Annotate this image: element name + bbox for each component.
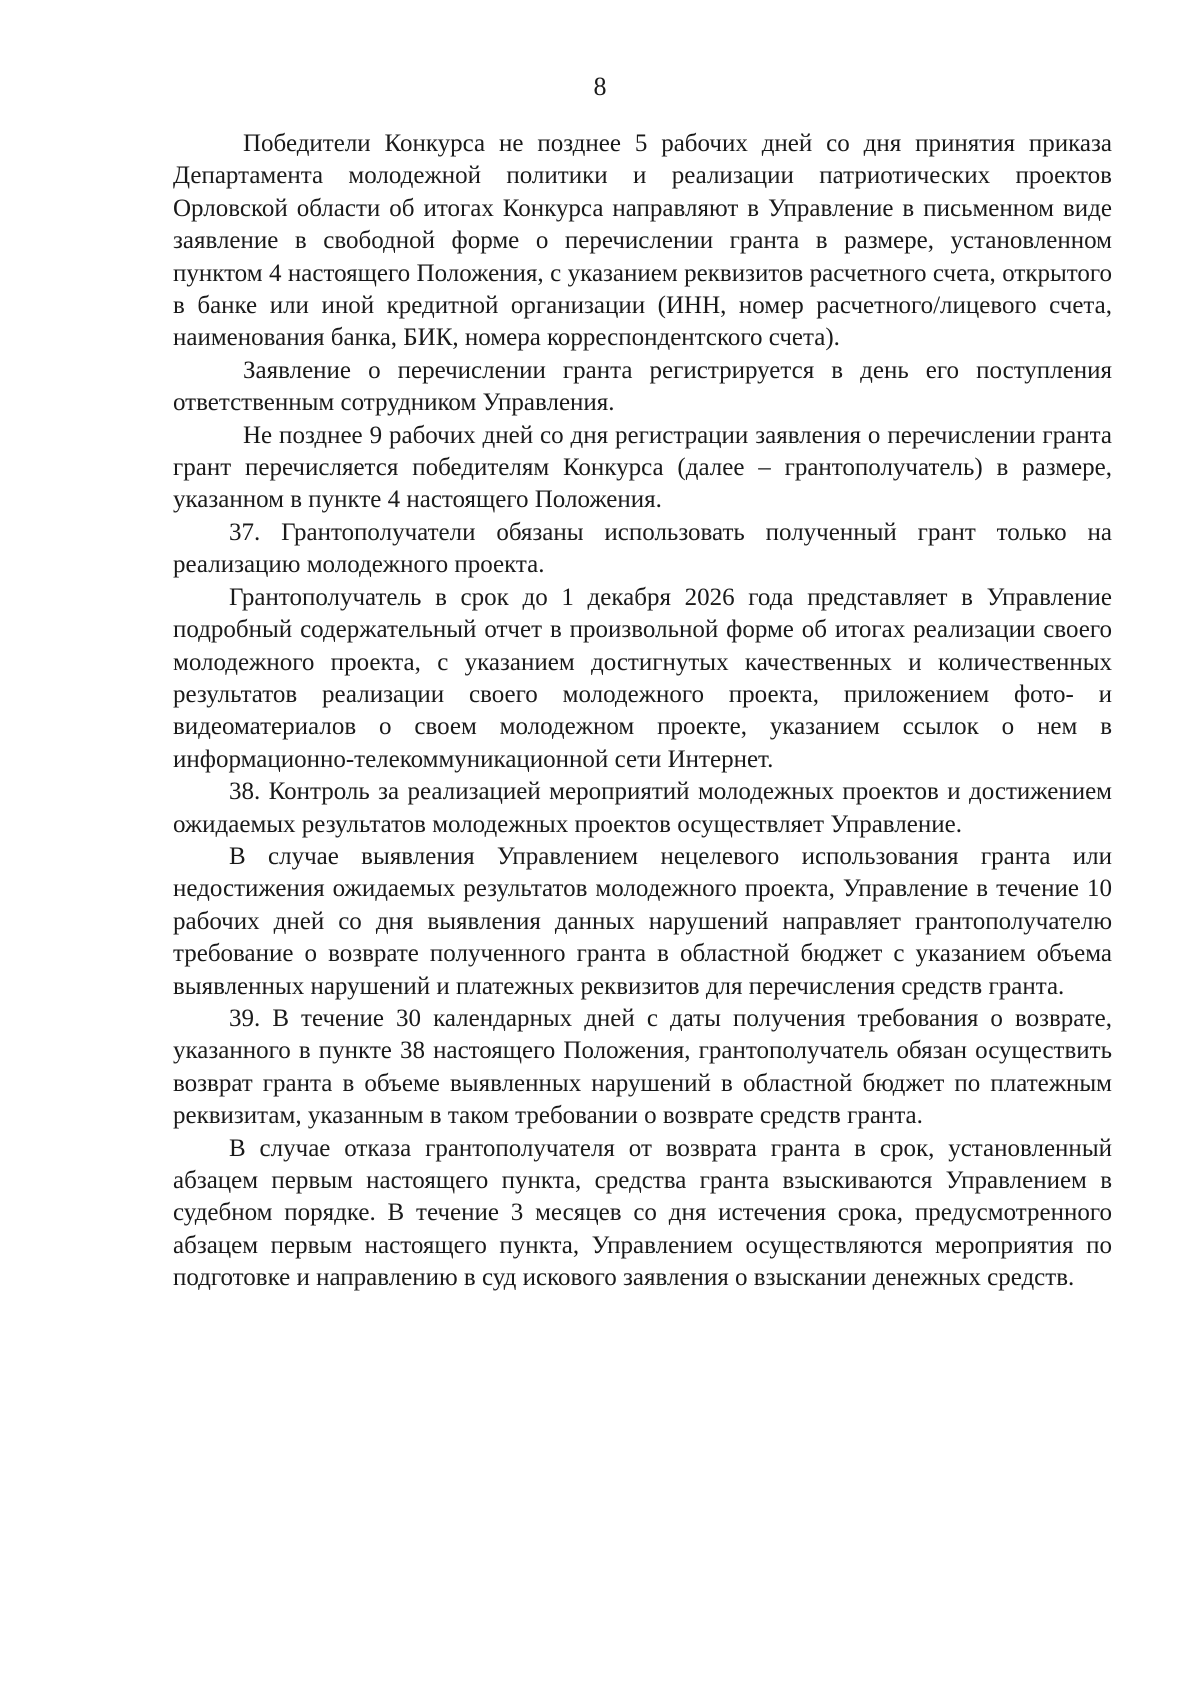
paragraph-report: Грантополучатель в срок до 1 декабря 2026 года представляет в Управление подробный содержательный отчет в произвольной форме об итогах реализации своего молодежного проекта, с указанием достигнутых качественных и количественных результатов реализации своего молодежного проекта, приложением фото- и видеоматериалов о своем молодежном проекте, указанием ссылок о нем в информационно-телекоммуникационной сети Интернет. [173, 583, 1112, 773]
paragraph-application-registration: Заявление о перечислении гранта регистрируется в день его поступления ответственным сотрудником Управления. [173, 356, 1112, 417]
paragraph-misuse: В случае выявления Управлением нецелевого использования гранта или недостижения ожидаемых результатов молодежного проекта, Управление в течение 10 рабочих дней со дня выявления данных нарушений направляет грантополучателю требование о возврате полученного гранта в областной бюджет с указанием объема выявленных нарушений и платежных реквизитов для перечисления средств гранта. [173, 842, 1112, 1000]
paragraph-grant-transfer: Не позднее 9 рабочих дней со дня регистрации заявления о перечислении гранта грант перечисляется победителям Конкурса (далее – грантополучатель) в размере, указанном в пункте 4 настоящего Положения. [173, 421, 1112, 514]
paragraph-item-39: 39. В течение 30 календарных дней с даты получения требования о возврате, указанного в пункте 38 настоящего Положения, грантополучатель обязан осуществить возврат гранта в объеме выявленных нарушений в областной бюджет по платежным реквизитам, указанным в таком требовании о возврате средств гранта. [173, 1004, 1112, 1130]
paragraph-item-37: 37. Грантополучатели обязаны использовать полученный грант только на реализацию молодежного проекта. [173, 518, 1112, 579]
page-number: 8 [593, 72, 607, 101]
paragraph-item-38: 38. Контроль за реализацией мероприятий молодежных проектов и достижением ожидаемых результатов молодежных проектов осуществляет Управление. [173, 778, 1112, 838]
document-body [173, 128, 1112, 1295]
paragraph-refusal: В случае отказа грантополучателя от возврата гранта в срок, установленный абзацем первым настоящего пункта, средства гранта взыскиваются Управлением в судебном порядке. В течение 3 месяцев со дня истечения срока, предусмотренного абзацем первым настоящего пункта, Управлением осуществляются мероприятия по подготовке и направлению в суд искового заявления о взыскании денежных средств. [173, 1134, 1112, 1292]
paragraph-winners-application: Победители Конкурса не позднее 5 рабочих дней со дня принятия приказа Департамента молодежной политики и реализации патриотических проектов Орловской области об итогах Конкурса направляют в Управление в письменном виде заявление в свободной форме о перечислении гранта в размере, установленном пунктом 4 настоящего Положения, с указанием реквизитов расчетного счета, открытого в банке или иной кредитной организации (ИНН, номер расчетного/лицевого счета, наименования банка, БИК, номера корреспондентского счета). [173, 130, 1112, 352]
